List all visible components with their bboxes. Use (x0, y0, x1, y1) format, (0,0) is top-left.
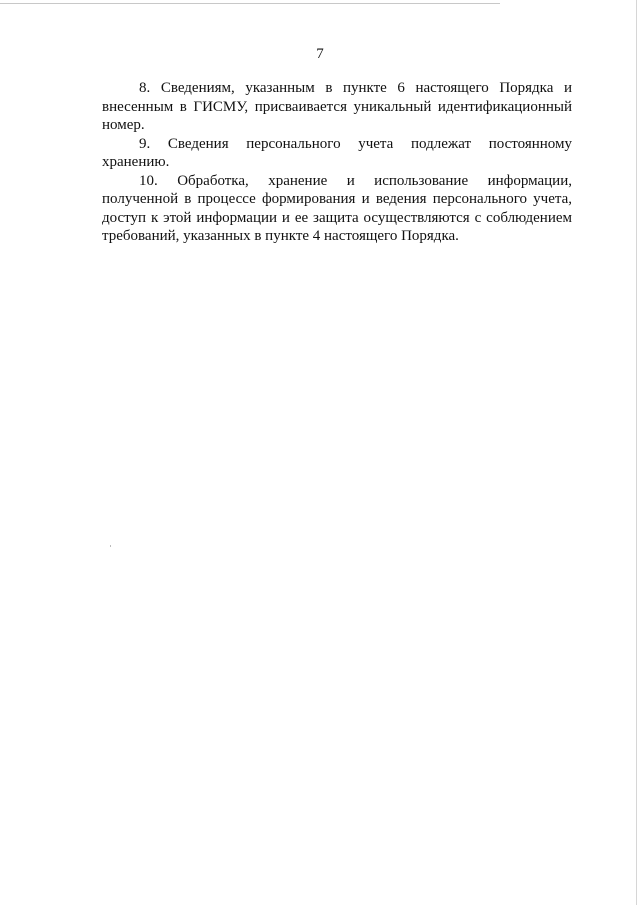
scan-edge-top (0, 3, 500, 4)
paragraph-8: 8. Сведениям, указанным в пункте 6 настоящего Порядка и внесенным в ГИСМУ, присваивается уникальный идентификационный номер. (102, 80, 572, 133)
page-number: 7 (316, 46, 324, 62)
paragraph-9: 9. Сведения персонального учета подлежат постоянному хранению. (102, 135, 572, 170)
paragraph-10: 10. Обработка, хранение и использование информации, полученной в процессе формирования и ведения персонального учета, доступ к этой информации и ее защита осуществляются с соблюдением требований, указанных в пункте 4 настоящего Порядка. (102, 172, 572, 244)
document-body (102, 79, 572, 246)
scan-edge-right (636, 0, 637, 905)
scan-speck (110, 545, 111, 547)
